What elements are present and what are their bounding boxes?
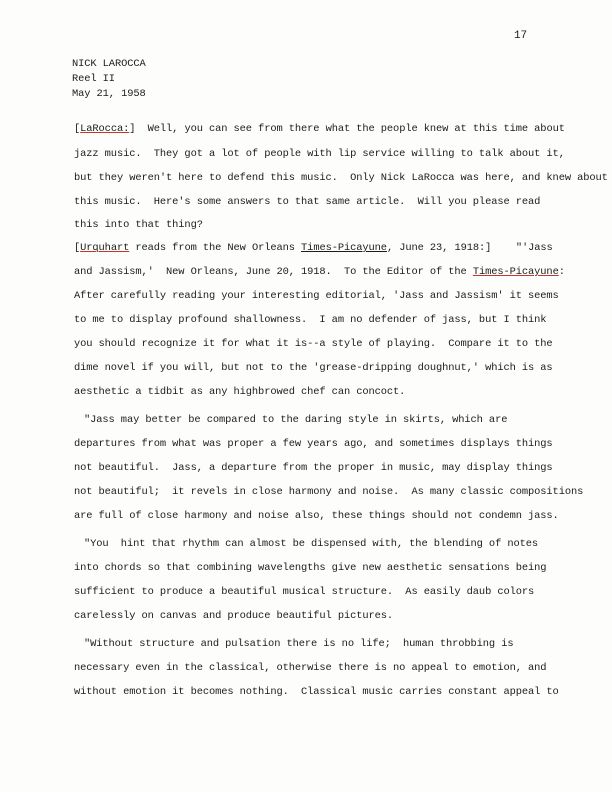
paragraph-2-line-6: dime novel if you will, but not to the 'grease-dripping doughnut,' which is as	[74, 362, 553, 374]
paragraph-3-line-2: departures from what was proper a few years ago, and sometimes displays things	[74, 438, 553, 450]
paragraph-3-line-1: "Jass may better be compared to the daring style in skirts, which are	[84, 414, 508, 426]
paragraph-2-line-3: After carefully reading your interesting editorial, 'Jass and Jassism' it seems	[74, 290, 559, 302]
paragraph-1-line-2: jazz music. They got a lot of people with lip service willing to talk about it,	[74, 148, 565, 160]
paragraph-3-line-3: not beautiful. Jass, a departure from the proper in music, may display things	[74, 462, 553, 474]
page-number: 17	[514, 30, 528, 42]
newspaper-title-2: Times-Picayune	[472, 266, 559, 278]
paragraph-1-line-4: this music. Here's some answers to that same article. Will you please read	[74, 196, 541, 208]
paragraph-2-line-4: to me to display profound shallowness. I am no defender of jass, but I think	[74, 314, 547, 326]
paragraph-2-line-7: aesthetic a tidbit as any highbrowed chef can concoct.	[74, 386, 406, 398]
header-reel: Reel II	[72, 73, 115, 85]
paragraph-3-line-5: are full of close harmony and noise also, these things should not condemn jass.	[74, 510, 559, 522]
paragraph-1-line-3: but they weren't here to defend this music. Only Nick LaRocca was here, and knew about	[74, 172, 608, 184]
paragraph-1-line-1: [LaRocca:] Well, you can see from there what the people knew at this time about	[74, 123, 565, 135]
paragraph-2-line-1: [Urquhart reads from the New Orleans Times-Picayune, June 23, 1918:] "'Jass	[74, 242, 553, 254]
paragraph-2-line-5: you should recognize it for what it is--a style of playing. Compare it to the	[74, 338, 553, 350]
paragraph-4-line-1: "You hint that rhythm can almost be dispensed with, the blending of notes	[84, 538, 539, 550]
paragraph-5-line-3: without emotion it becomes nothing. Classical music carries constant appeal to	[74, 686, 559, 698]
header-date: May 21, 1958	[72, 88, 146, 100]
paragraph-3-line-4: not beautiful; it revels in close harmony and noise. As many classic compositions	[74, 486, 584, 498]
paragraph-4-line-2: into chords so that combining wavelengths give new aesthetic sensations being	[74, 562, 547, 574]
speaker-urquhart: Urquhart	[80, 242, 130, 254]
paragraph-1-line-5: this into that thing?	[74, 219, 203, 231]
paragraph-5-line-1: "Without structure and pulsation there is no life; human throbbing is	[84, 638, 514, 650]
newspaper-title: Times-Picayune	[301, 242, 387, 254]
paragraph-5-line-2: necessary even in the classical, otherwise there is no appeal to emotion, and	[74, 662, 547, 674]
header-name: NICK LAROCCA	[72, 58, 146, 70]
speaker-larocca: LaRocca:	[80, 123, 130, 135]
paragraph-2-line-2: and Jassism,' New Orleans, June 20, 1918. To the Editor of the Times-Picayune:	[74, 266, 565, 278]
paragraph-4-line-3: sufficient to produce a beautiful musical structure. As easily daub colors	[74, 586, 535, 598]
paragraph-4-line-4: carelessly on canvas and produce beautiful pictures.	[74, 610, 394, 622]
